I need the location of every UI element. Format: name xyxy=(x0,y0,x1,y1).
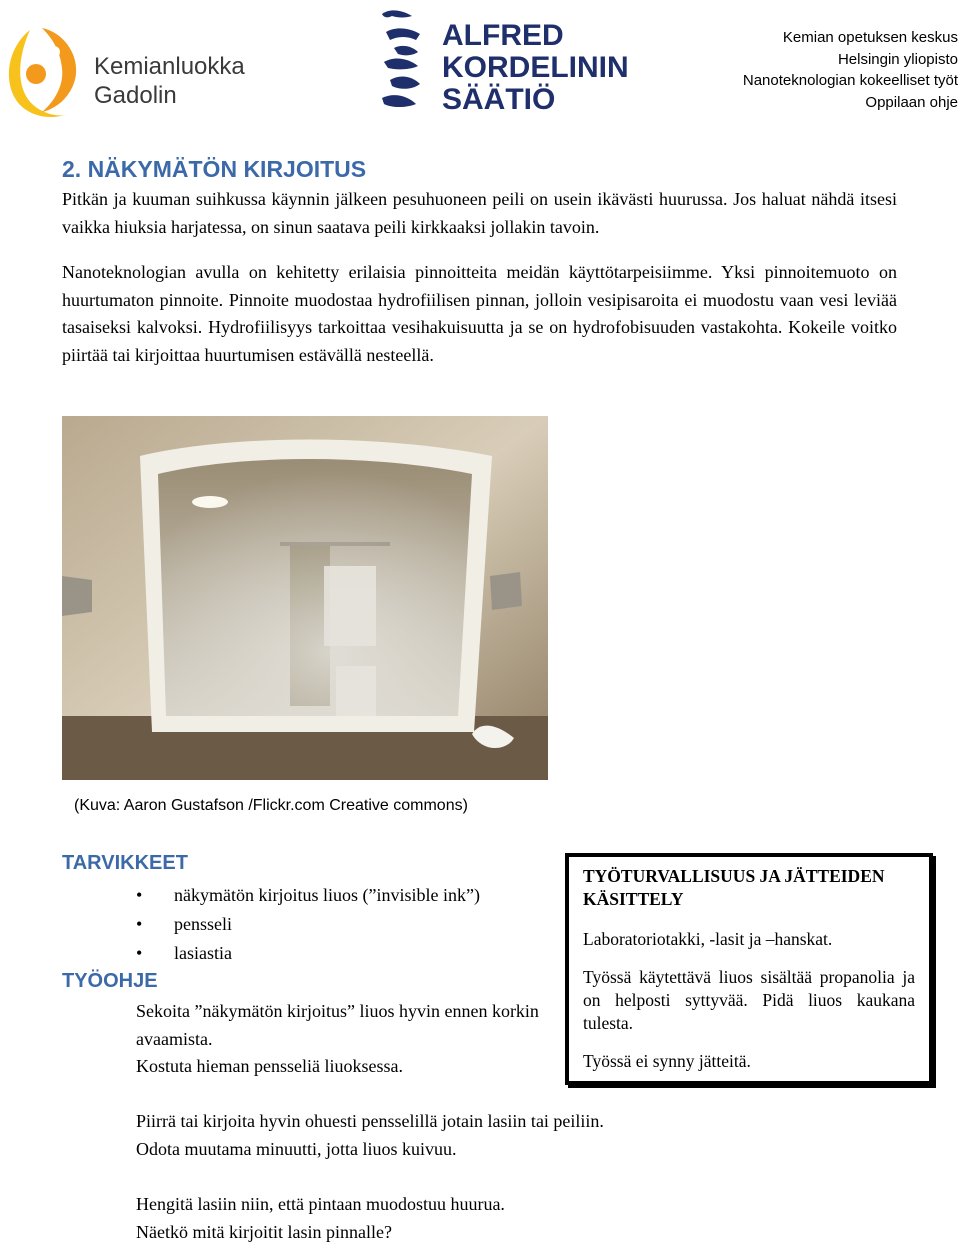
kordelin-logo-line3: SÄÄTIÖ xyxy=(442,84,629,116)
section-title: 2. NÄKYMÄTÖN KIRJOITUS xyxy=(62,156,366,183)
safety-paragraph: Työssä käytettävä liuos sisältää propanolia ja on helposti syttyvää. Pidä liuos kaukana tulesta. xyxy=(583,966,915,1035)
header-line-1: Kemian opetuksen keskus xyxy=(743,27,958,49)
header-line-4: Oppilaan ohje xyxy=(743,92,958,114)
materials-title: TARVIKKEET xyxy=(62,852,188,875)
photo-caption: (Kuva: Aaron Gustafson /Flickr.com Creative commons) xyxy=(74,797,468,815)
header-line-2: Helsingin yliopisto xyxy=(743,49,958,71)
instruction-step: Kostuta hieman pensseliä liuoksessa. xyxy=(136,1053,548,1081)
nanotechnology-text: Nanoteknologian avulla on kehitetty erilaisia pinnoitteita meidän käyttötarpeisiimme. Yksi pinnoitemuoto on huurtumaton pinnoite. Pinnoite muodostaa hydrofiilisen pinnan, jolloin vesipisaroita ei muodostu vaan vesi leviää tasaiseksi kalvoksi. Hydrofiilisyys tarkoittaa vesihakuisuutta ja se on hydrofobisuuden vastakohta. Kokeile voitko piirtää tai kirjoittaa huurtumisen estävällä nesteellä. xyxy=(62,259,897,369)
instruction-step: Hengitä lasiin niin, että pintaan muodostuu huurua. xyxy=(136,1191,736,1219)
instructions-title: TYÖOHJE xyxy=(62,970,158,993)
intro-text: Pitkän ja kuuman suihkussa käynnin jälkeen pesuhuoneen peili on usein ikävästi huurussa. Jos haluat nähdä itsesi vaikka hiuksia harjatessa, on sinun saatava peili kirkkaaksi jollakin tavoin. xyxy=(62,186,897,241)
instruction-step: Sekoita ”näkymätön kirjoitus” liuos hyvin ennen korkin avaamista. xyxy=(136,998,548,1053)
safety-title: TYÖTURVALLISUUS JA JÄTTEIDEN KÄSITTELY xyxy=(583,865,915,911)
gadolin-logo-mark-icon xyxy=(9,28,76,117)
safety-paragraph: Laboratoriotakki, -lasit ja –hanskat. xyxy=(583,928,915,951)
fogged-mirror-photo xyxy=(62,416,548,780)
gadolin-logo-line2: Gadolin xyxy=(94,81,245,110)
instructions-steps-a xyxy=(136,998,548,1081)
header-institution-info xyxy=(743,27,958,113)
kordelin-logo-text xyxy=(442,20,629,116)
kordelin-portrait-icon xyxy=(382,10,420,107)
safety-box xyxy=(565,853,933,1085)
instructions-steps-c xyxy=(136,1191,736,1246)
header-line-3: Nanoteknologian kokeelliset työt xyxy=(743,70,958,92)
kordelin-logo-line2: KORDELININ xyxy=(442,52,629,84)
kordelin-logo-line1: ALFRED xyxy=(442,20,629,52)
gadolin-logo-text xyxy=(94,52,245,110)
instruction-step: Näetkö mitä kirjoitit lasin pinnalle? xyxy=(136,1219,736,1246)
instructions-steps-b xyxy=(136,1108,736,1163)
safety-paragraph: Työssä ei synny jätteitä. xyxy=(583,1050,915,1073)
intro-paragraph xyxy=(62,186,897,241)
instruction-step: Piirrä tai kirjoita hyvin ohuesti pensselillä jotain lasiin tai peiliin. xyxy=(136,1108,736,1136)
list-item: • pensseli xyxy=(136,910,480,939)
list-item: • näkymätön kirjoitus liuos (”invisible ink”) xyxy=(136,881,480,910)
materials-list xyxy=(136,881,480,968)
gadolin-logo-line1: Kemianluokka xyxy=(94,52,245,81)
list-item: • lasiastia xyxy=(136,939,480,968)
instruction-step: Odota muutama minuutti, jotta liuos kuivuu. xyxy=(136,1136,736,1164)
nanotechnology-paragraph xyxy=(62,259,897,369)
